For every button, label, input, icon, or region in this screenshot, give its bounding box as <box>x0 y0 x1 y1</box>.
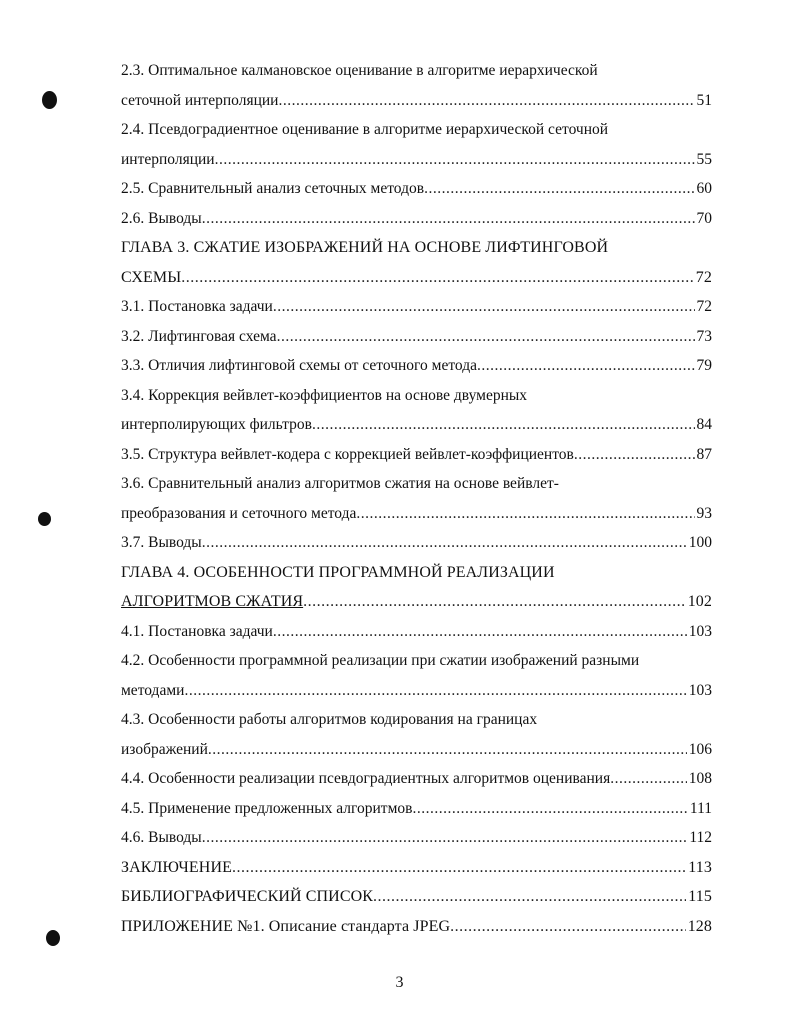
dot-leader <box>202 204 695 234</box>
dot-leader <box>477 351 695 381</box>
page-ref: 108 <box>688 770 712 787</box>
dot-leader <box>610 764 687 794</box>
toc-entry-3-6[interactable]: преобразования и сеточного метода ..... 93 <box>121 499 712 529</box>
dot-leader <box>273 617 687 647</box>
toc-entry-3-3[interactable]: 3.3. Отличия лифтинговой схемы от сеточного метода ..... 79 <box>121 351 712 381</box>
dot-leader <box>312 410 695 440</box>
dot-leader <box>208 735 687 765</box>
toc-entry-2-3[interactable]: сеточной интерполяции ..... 51 <box>121 86 712 116</box>
toc-entry-4-6[interactable]: 4.6. Выводы ..... 112 <box>121 823 712 853</box>
dot-leader <box>424 174 694 204</box>
toc-entry-4-2[interactable]: методами ..... 103 <box>121 676 712 706</box>
toc-entry-2-3-line-1[interactable]: 2.3. Оптимальное калмановское оценивание в алгоритме иерархической <box>121 62 598 79</box>
toc-entry-2-6[interactable]: 2.6. Выводы ..... 70 <box>121 204 712 234</box>
page-ref: 103 <box>688 622 712 640</box>
page-ref: 60 <box>696 180 712 197</box>
toc-entry-4-5[interactable]: 4.5. Применение предложенных алгоритмов ..... 111 <box>121 794 712 824</box>
page-ref: 112 <box>689 829 712 846</box>
toc-appendix-1[interactable]: ПРИЛОЖЕНИЕ №1. Описание стандарта JPEG ..... 128 <box>121 912 712 942</box>
page-ref: 103 <box>688 681 712 699</box>
toc-entry-2-5[interactable]: 2.5. Сравнительный анализ сеточных методов ..... 60 <box>121 174 712 204</box>
dot-leader <box>277 322 695 352</box>
dot-leader <box>412 794 687 824</box>
dot-leader <box>215 145 695 175</box>
dot-leader <box>232 853 686 883</box>
toc-chapter-3-line-1[interactable]: ГЛАВА 3. СЖАТИЕ ИЗОБРАЖЕНИЙ НА ОСНОВЕ ЛИФТИНГОВОЙ <box>121 239 609 256</box>
page-ref: 87 <box>696 445 712 463</box>
toc-entry-3-5[interactable]: 3.5. Структура вейвлет-кодера с коррекцией вейвлет-коэффициентов ..... 87 <box>121 440 712 470</box>
page-ref: 73 <box>696 327 712 345</box>
page-ref: 128 <box>687 917 712 935</box>
dot-leader <box>574 440 695 470</box>
page-ref: 115 <box>688 888 712 905</box>
dot-leader <box>181 263 694 293</box>
page-ref: 111 <box>689 799 712 817</box>
toc-bibliography[interactable]: БИБЛИОГРАФИЧЕСКИЙ СПИСОК ..... 115 <box>121 882 712 912</box>
toc-entry-3-2[interactable]: 3.2. Лифтинговая схема ..... 73 <box>121 322 712 352</box>
dot-leader <box>202 528 687 558</box>
toc-entry-2-4[interactable]: интерполяции ..... 55 <box>121 145 712 175</box>
page-ref: 55 <box>696 150 712 168</box>
toc-entry-3-6-line-1[interactable]: 3.6. Сравнительный анализ алгоритмов сжатия на основе вейвлет- <box>121 475 559 492</box>
page-ref: 113 <box>688 858 712 876</box>
toc-entry-4-4[interactable]: 4.4. Особенности реализации псевдоградиентных алгоритмов оценивания ..... 108 <box>121 764 712 794</box>
page-ref: 106 <box>688 740 712 758</box>
page-number: 3 <box>395 974 404 991</box>
page-ref: 102 <box>687 593 712 610</box>
dot-leader <box>278 86 694 116</box>
page-ref: 93 <box>696 504 712 522</box>
toc-entry-4-1[interactable]: 4.1. Постановка задачи ..... 103 <box>121 617 712 647</box>
toc-entry-4-3-line-1[interactable]: 4.3. Особенности работы алгоритмов кодирования на границах <box>121 711 538 728</box>
toc-entry-4-2-line-1[interactable]: 4.2. Особенности программной реализации при сжатии изображений разными <box>121 652 640 669</box>
dot-leader <box>202 823 688 853</box>
page-ref: 51 <box>696 91 712 109</box>
toc-conclusion[interactable]: ЗАКЛЮЧЕНИЕ ..... 113 <box>121 853 712 883</box>
ink-blot <box>42 91 57 109</box>
ink-blot <box>46 930 60 946</box>
toc-entry-4-3[interactable]: изображений ..... 106 <box>121 735 712 765</box>
dot-leader <box>303 587 686 617</box>
toc-entry-3-4[interactable]: интерполирующих фильтров ..... 84 <box>121 410 712 440</box>
toc-chapter-3[interactable]: СХЕМЫ ..... 72 <box>121 263 712 293</box>
page-ref: 100 <box>688 534 712 551</box>
dot-leader <box>356 499 694 529</box>
toc-entry-3-7[interactable]: 3.7. Выводы ..... 100 <box>121 528 712 558</box>
ink-blot <box>38 512 51 526</box>
page-ref: 79 <box>696 357 712 374</box>
page-ref: 70 <box>696 209 712 227</box>
dot-leader <box>273 292 695 322</box>
table-of-contents <box>121 56 712 941</box>
toc-chapter-4-line-1[interactable]: ГЛАВА 4. ОСОБЕННОСТИ ПРОГРАММНОЙ РЕАЛИЗАЦИИ <box>121 563 555 581</box>
page-ref: 72 <box>696 298 712 315</box>
toc-chapter-4[interactable]: АЛГОРИТМОВ СЖАТИЯ ..... 102 <box>121 587 712 617</box>
toc-entry-3-4-line-1[interactable]: 3.4. Коррекция вейвлет-коэффициентов на основе двумерных <box>121 386 528 404</box>
toc-entry-3-1[interactable]: 3.1. Постановка задачи ..... 72 <box>121 292 712 322</box>
page-ref: 72 <box>695 268 712 286</box>
dot-leader <box>184 676 686 706</box>
dot-leader <box>373 882 686 912</box>
page-ref: 84 <box>696 416 712 433</box>
toc-entry-2-4-line-1[interactable]: 2.4. Псевдоградиентное оценивание в алгоритме иерархической сеточной <box>121 121 609 138</box>
dot-leader <box>450 912 686 942</box>
